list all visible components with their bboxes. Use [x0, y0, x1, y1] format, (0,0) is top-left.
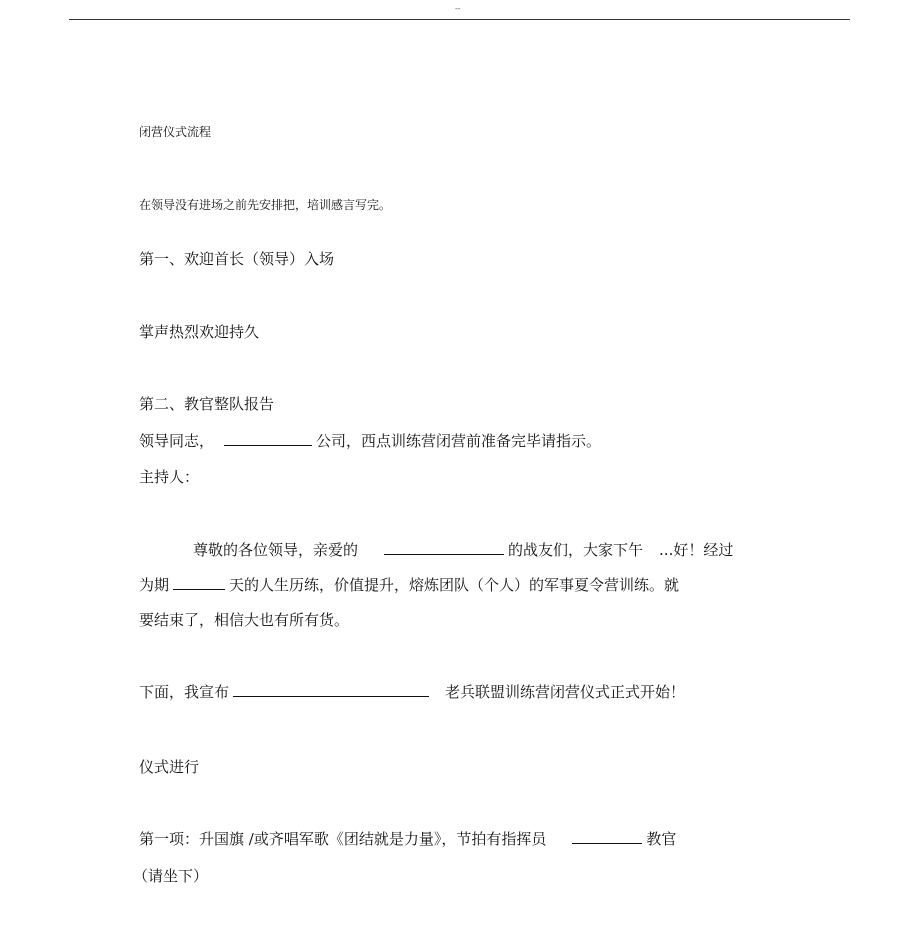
announce-suffix: 老兵联盟训练营闭营仪式正式开始！	[445, 683, 686, 701]
comrades-blank[interactable]	[384, 538, 504, 555]
preparation-note: 在领导没有进场之前先安排把，培训感言写完。	[139, 198, 392, 212]
announcement-blank[interactable]	[233, 680, 429, 697]
host-label: 主持人：	[139, 468, 200, 486]
speech-line-2	[139, 573, 679, 595]
conductor-name-blank[interactable]	[572, 827, 642, 844]
ceremony-heading: 仪式进行	[139, 758, 200, 776]
step1-heading: 第一、欢迎首长（领导）入场	[139, 250, 335, 268]
item1-suffix: 教官	[646, 830, 677, 848]
announce-prefix: 下面，我宣布	[139, 683, 230, 701]
speech-line2-prefix: 为期	[139, 576, 170, 594]
company-name-blank[interactable]	[224, 429, 312, 446]
item1-text: 第一项：升国旗 /或齐唱军歌《团结就是力量》，节拍有指挥员	[139, 830, 547, 848]
speech-part3: ...好！经过	[659, 541, 734, 559]
document-title: 闭营仪式流程	[139, 125, 212, 139]
step1-applause: 掌声热烈欢迎持久	[139, 323, 260, 341]
header-divider	[69, 19, 850, 20]
page-header-mark: --	[455, 4, 461, 13]
speech-line-3: 要结束了，相信大也有所有货。	[139, 611, 350, 629]
days-blank[interactable]	[173, 573, 225, 590]
speech-line-1	[193, 538, 733, 560]
step2-report-line	[139, 429, 601, 451]
speech-part1: 尊敬的各位领导，亲爱的	[193, 541, 359, 559]
item1-sit-down: （请坐下）	[133, 867, 209, 885]
speech-line2-suffix: 天的人生历练，价值提升，熔炼团队（个人）的军事夏令营训练。就	[229, 576, 680, 594]
announce-line	[139, 680, 685, 702]
step2-heading: 第二、教官整队报告	[139, 395, 275, 413]
report-prefix: 领导同志，	[139, 432, 215, 450]
item1-line	[139, 827, 676, 849]
speech-part2: 的战友们，大家下午	[508, 541, 644, 559]
report-suffix: 公司，西点训练营闭营前准备完毕请指示。	[316, 432, 602, 450]
